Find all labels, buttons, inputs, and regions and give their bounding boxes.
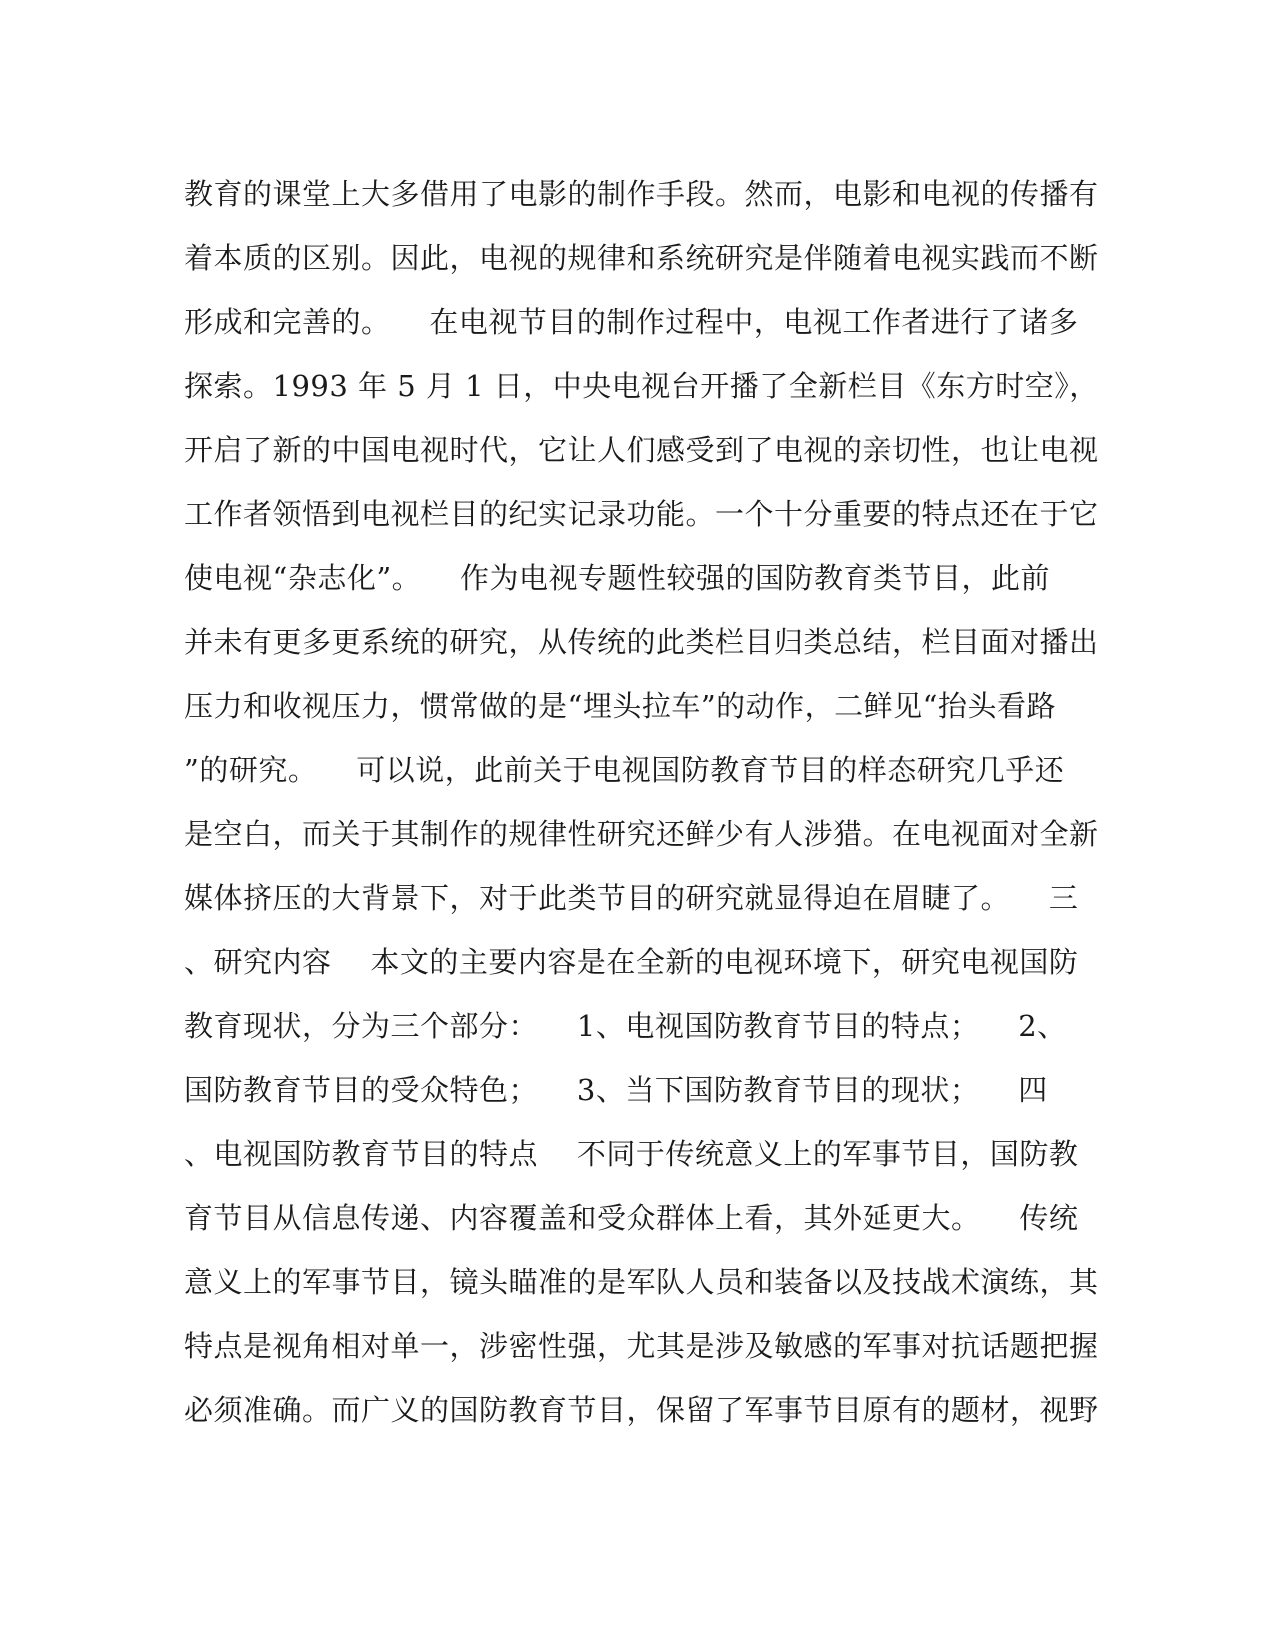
text-line: 、研究内容 本文的主要内容是在全新的电视环境下，研究电视国防 — [184, 945, 1079, 979]
text-line: 意义上的军事节目，镜头瞄准的是军队人员和装备以及技战术演练，其 — [184, 1265, 1099, 1299]
text-line: 工作者领悟到电视栏目的纪实记录功能。一个十分重要的特点还在于它 — [184, 497, 1099, 531]
text-line: 媒体挤压的大背景下，对于此类节目的研究就显得迫在眉睫了。 三 — [184, 881, 1079, 915]
text-line: 形成和完善的。 在电视节目的制作过程中，电视工作者进行了诸多 — [184, 305, 1079, 339]
text-line: 着本质的区别。因此，电视的规律和系统研究是伴随着电视实践而不断 — [184, 241, 1099, 275]
text-line: 开启了新的中国电视时代，它让人们感受到了电视的亲切性，也让电视 — [184, 433, 1099, 467]
text-line: 使电视“杂志化”。 作为电视专题性较强的国防教育类节目，此前 — [184, 561, 1051, 595]
text-line: 压力和收视压力，惯常做的是“埋头拉车”的动作，二鲜见“抬头看路 — [184, 689, 1056, 723]
text-line: 必须准确。而广义的国防教育节目，保留了军事节目原有的题材，视野 — [184, 1393, 1099, 1427]
body-text — [184, 162, 1099, 1442]
text-line: ”的研究。 可以说，此前关于电视国防教育节目的样态研究几乎还 — [184, 753, 1065, 787]
text-line: 探索。1993 年 5 月 1 日，中央电视台开播了全新栏目《东方时空》， — [184, 369, 1099, 403]
text-line: 、电视国防教育节目的特点 不同于传统意义上的军事节目，国防教 — [184, 1137, 1079, 1171]
text-line: 教育的课堂上大多借用了电影的制作手段。然而，电影和电视的传播有 — [184, 177, 1099, 211]
text-line: 育节目从信息传递、内容覆盖和受众群体上看，其外延更大。 传统 — [184, 1201, 1079, 1235]
text-line: 教育现状，分为三个部分： 1、电视国防教育节目的特点； 2、 — [184, 1009, 1067, 1043]
text-line: 特点是视角相对单一，涉密性强，尤其是涉及敏感的军事对抗话题把握 — [184, 1329, 1099, 1363]
text-line: 国防教育节目的受众特色； 3、当下国防教育节目的现状； 四 — [184, 1073, 1048, 1107]
text-line: 是空白，而关于其制作的规律性研究还鲜少有人涉猎。在电视面对全新 — [184, 817, 1099, 851]
text-line: 并未有更多更系统的研究，从传统的此类栏目归类总结，栏目面对播出 — [184, 625, 1099, 659]
